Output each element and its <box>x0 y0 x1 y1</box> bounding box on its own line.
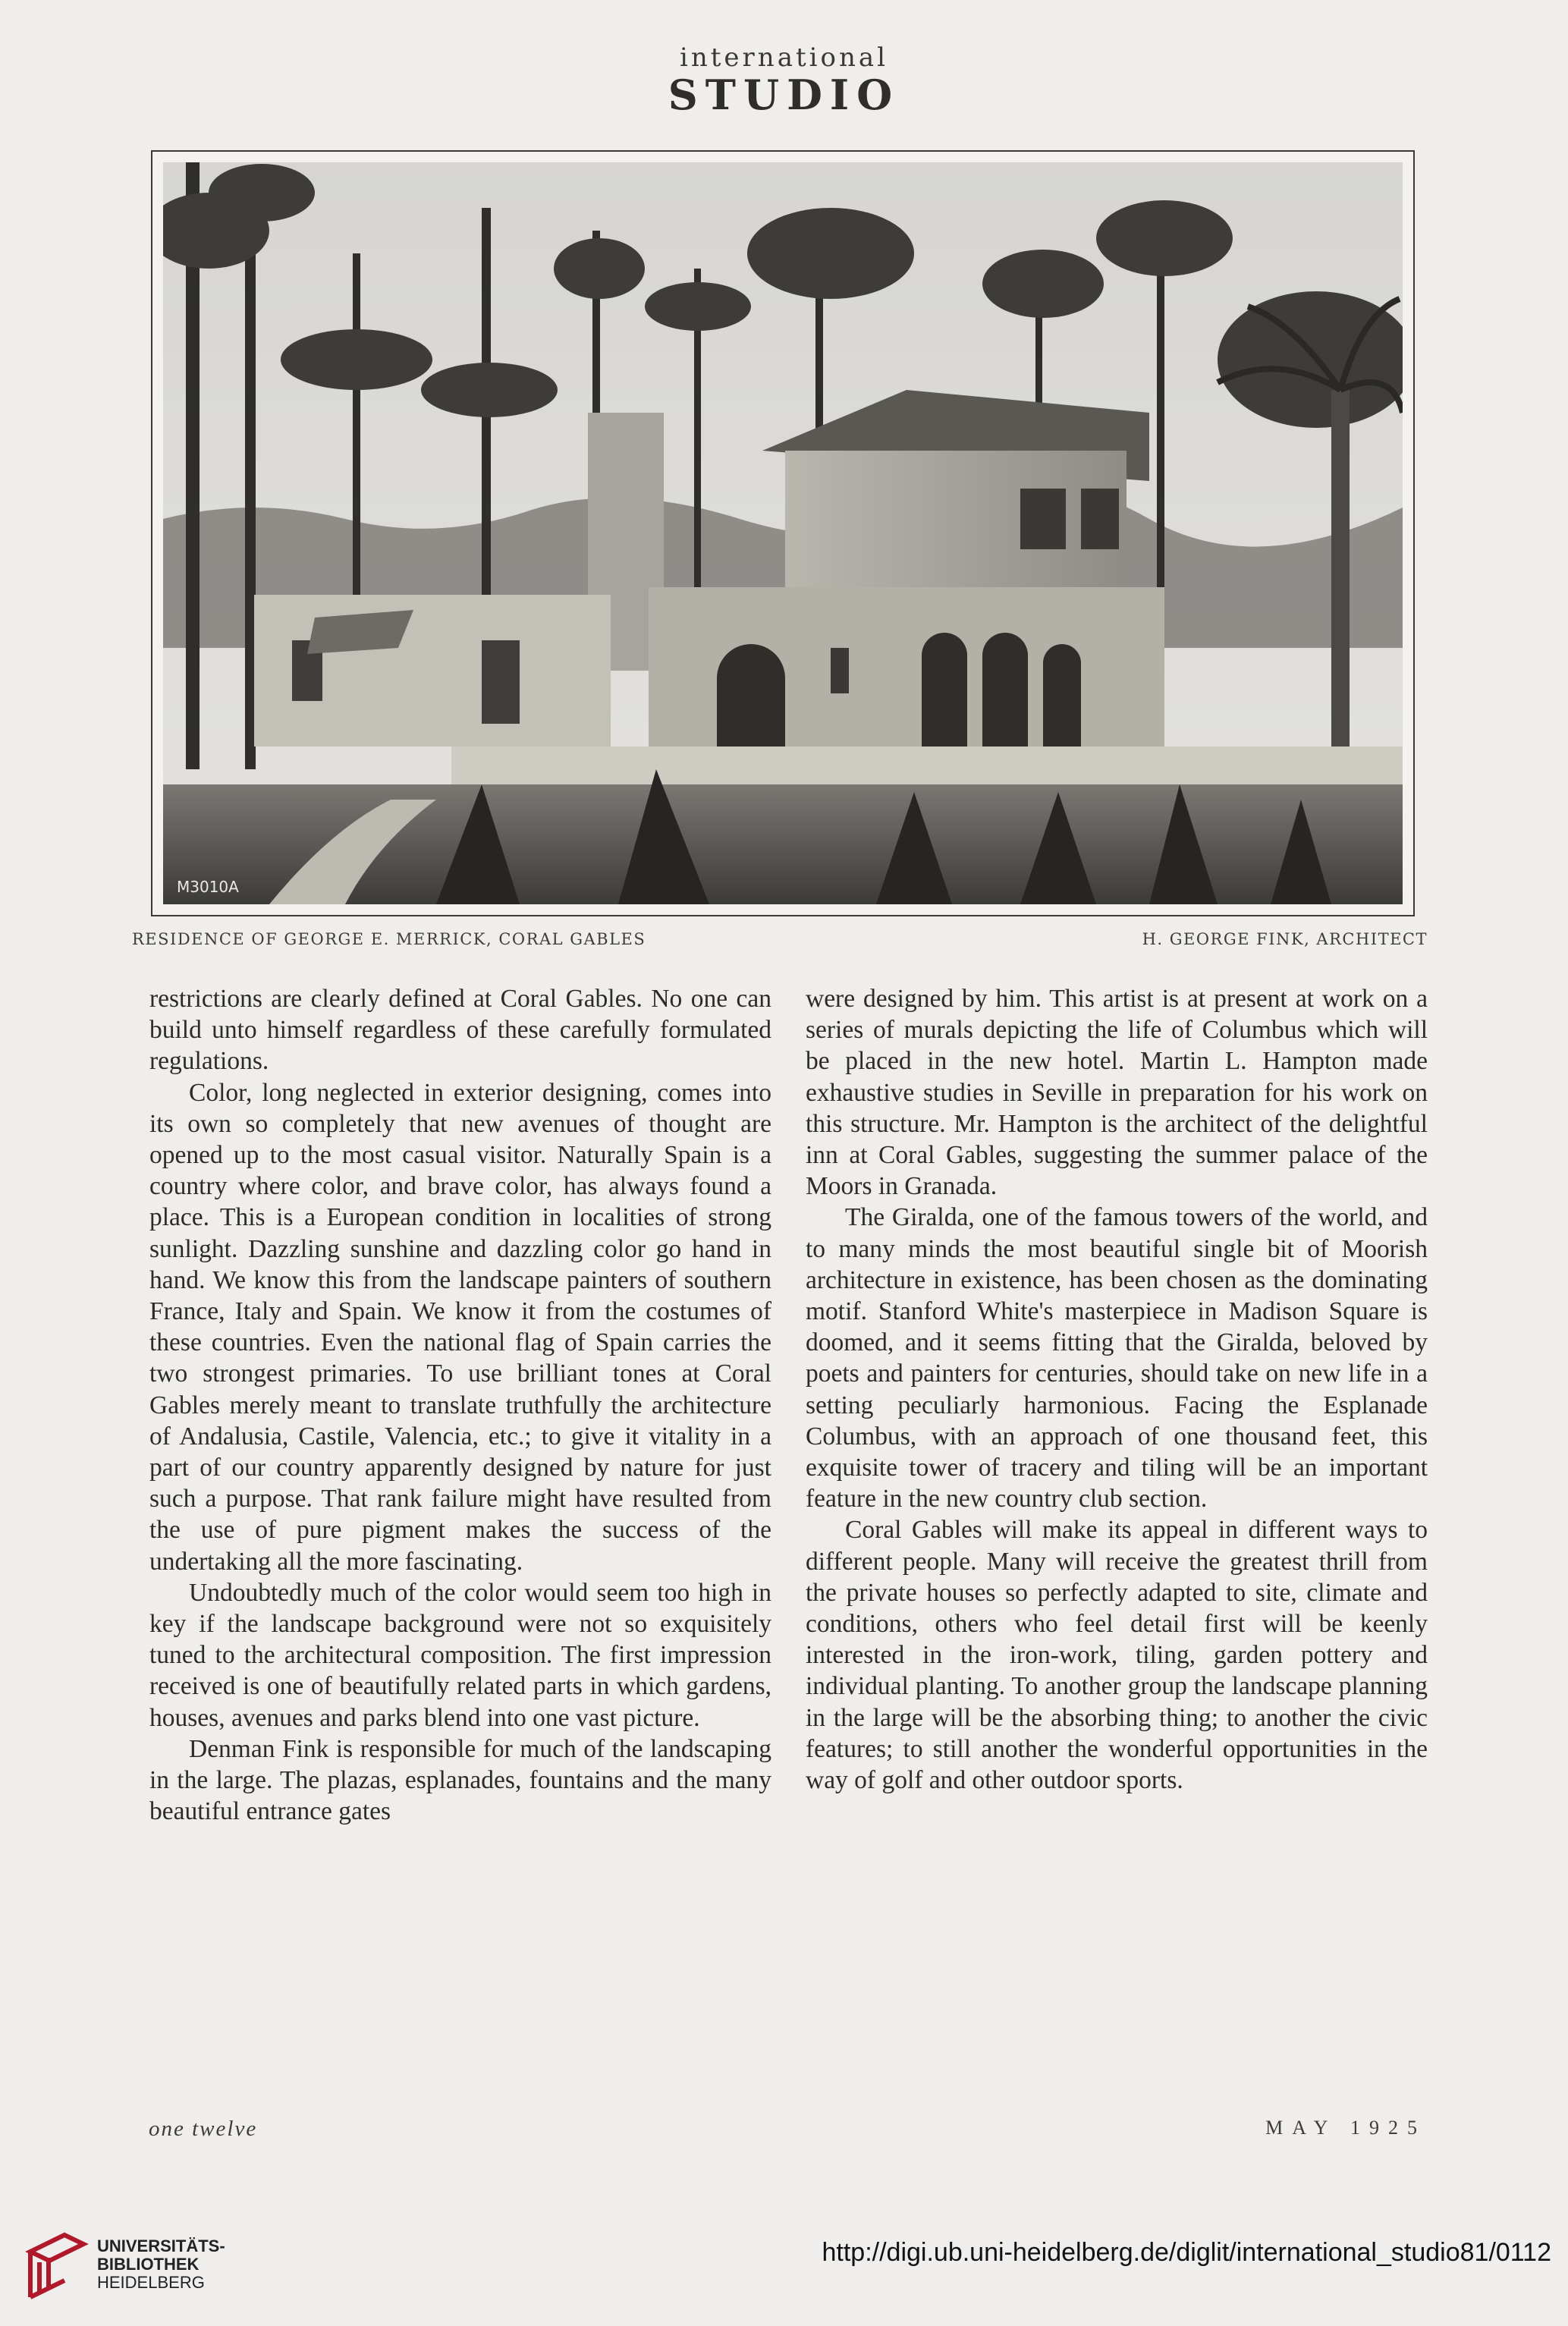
masthead-title-line1: international <box>679 42 889 73</box>
source-url-link[interactable]: http://digi.ub.uni-heidelberg.de/diglit/international_studio81/0112 <box>822 2238 1551 2267</box>
paragraph: The Giralda, one of the famous towers of the world, and to many minds the most beautiful single bit of Moorish architecture in existence, has been chosen as the dominating motif. Stanford White's masterpiece in Madison Square is doomed, and it seems fitting that the Giralda, beloved by poets and painters for centuries, should take on new life in a setting peculiarly harmonious. Facing the Esplanade Columbus, with an approach of one thousand feet, this exquisite tower of tracery and tiling will be an important feature in the new country club section. <box>806 1203 1428 1513</box>
paragraph: Undoubtedly much of the color would seem too high in key if the landscape background were not so exquisitely tuned to the architectural composition. The first impression received is one of beautifully related parts in which gardens, houses, avenues and parks blend into one vast picture. <box>149 1578 771 1732</box>
photo-caption-architect: H. GEORGE FINK, ARCHITECT <box>1142 930 1428 948</box>
photo-caption-title: RESIDENCE OF GEORGE E. MERRICK, CORAL GABLES <box>132 930 646 948</box>
photograph-frame <box>151 150 1415 916</box>
masthead-title-line2: STUDIO <box>668 71 900 119</box>
library-logo-icon <box>23 2229 91 2303</box>
library-name <box>97 2237 225 2292</box>
paragraph: restrictions are clearly defined at Coral Gables. No one can build unto himself regardless of these carefully formulated regulations. <box>149 985 771 1076</box>
article-column-right <box>806 983 1428 1796</box>
paragraph: Denman Fink is responsible for much of the landscaping in the large. The plazas, esplanades, fountains and the many beautiful entrance gates <box>149 1734 771 1826</box>
photograph-residence <box>163 162 1403 904</box>
masthead <box>0 44 1568 117</box>
library-name-line3: HEIDELBERG <box>97 2273 205 2292</box>
issue-date: MAY 1925 <box>1265 2117 1426 2139</box>
plate-number: M3010A <box>177 878 239 896</box>
library-name-line1: UNIVERSITÄTS- <box>97 2236 225 2255</box>
article-column-left <box>149 983 771 1827</box>
page-number: one twelve <box>149 2117 258 2141</box>
library-name-line2: BIBLIOTHEK <box>97 2255 200 2274</box>
paragraph: were designed by him. This artist is at present at work on a series of murals depicting the life of Columbus which will be placed in the new hotel. Martin L. Hampton made exhaustive studies in Seville in preparation for his work on this structure. Mr. Hampton is the architect of the delightful inn at Coral Gables, suggesting the summer palace of the Moors in Granada. <box>806 985 1428 1201</box>
paragraph: Color, long neglected in exterior designing, comes into its own so completely that new avenues of thought are opened up to the most casual visitor. Naturally Spain is a country where color, and brave color, has always found a place. This is a European condition in localities of strong sunlight. Dazzling sunshine and dazzling color go hand in hand. We know this from the landscape painters of southern France, Italy and Spain. We know it from the costumes of these countries. Even the national flag of Spain carries the two strongest primaries. To use brilliant tones at Coral Gables merely meant to translate truthfully the architecture of Andalusia, Castile, Valencia, etc.; to give it vitality in a part of our country apparently designed by nature for just such a purpose. That rank failure might have resulted from the use of pure pigment makes the success of the undertaking all the more fascinating. <box>149 1078 771 1576</box>
paragraph: Coral Gables will make its appeal in different ways to different people. Many will receive the greatest thrill from the private houses so perfectly adapted to site, climate and conditions, others who feel detail first will be keenly interested in the iron-work, tiling, garden pottery and individual planting. To another group the landscape planning in the large will be the absorbing thing; to another the civic features; to still another the wonderful opportunities in the way of golf and other outdoor sports. <box>806 1516 1428 1795</box>
photo-illustration <box>163 162 1403 904</box>
